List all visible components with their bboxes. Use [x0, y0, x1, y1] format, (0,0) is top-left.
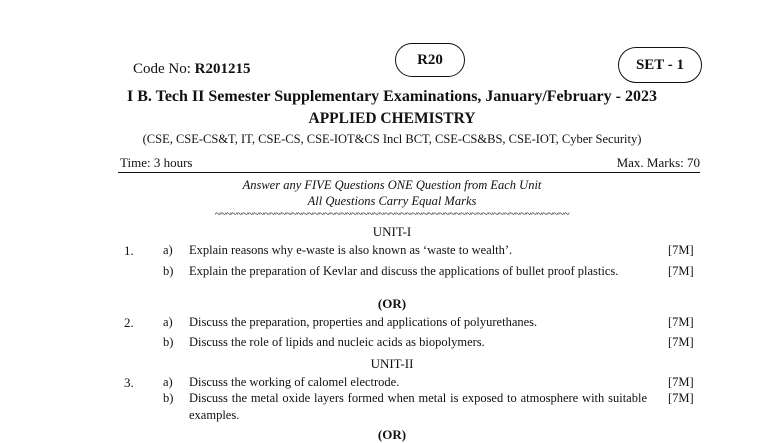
- question-text: Discuss the role of lipids and nucleic acids as biopolymers.: [189, 335, 485, 349]
- tilde-separator: ~~~~~~~~~~~~~~~~~~~~~~~~~~~~~~~~~~~~~~~~~~~~~~~~~~~~~~~~~~~~~~~~~: [214, 208, 570, 220]
- question-number: 2.: [124, 315, 134, 330]
- question-number: 3.: [124, 375, 134, 390]
- or-separator: (OR): [377, 296, 407, 311]
- marks-label: [7M]: [668, 315, 694, 329]
- subpart-label: a): [163, 315, 173, 329]
- subject-title: APPLIED CHEMISTRY: [308, 110, 476, 127]
- set-badge: SET - 1: [618, 47, 702, 83]
- question-number: 1.: [124, 243, 134, 258]
- question-text: Explain reasons why e-waste is also known as ‘waste to wealth’.: [189, 243, 513, 257]
- regulation-badge: R20: [395, 43, 465, 77]
- marks-label: [7M]: [668, 335, 694, 349]
- question-text: Discuss the working of calomel electrode.: [189, 375, 400, 389]
- instruction-line-1: Answer any FIVE Questions ONE Question from Each Unit: [242, 178, 542, 192]
- unit-heading-1: UNIT-I: [372, 224, 412, 239]
- subpart-label: a): [163, 375, 173, 389]
- marks-label: [7M]: [668, 264, 694, 278]
- subpart-label: b): [163, 335, 174, 349]
- header-divider: [118, 172, 700, 173]
- marks-label: [7M]: [668, 375, 694, 389]
- subpart-label: b): [163, 264, 174, 278]
- question-text: Discuss the metal oxide layers formed when metal is exposed to atmosphere with suitable examples.: [189, 391, 647, 422]
- instruction-line-2: All Questions Carry Equal Marks: [307, 194, 477, 208]
- max-marks: Max. Marks: 70: [616, 155, 700, 170]
- code-value: R201215: [194, 61, 251, 77]
- marks-label: [7M]: [668, 243, 694, 257]
- code-number: [133, 61, 251, 78]
- or-separator: (OR): [377, 427, 407, 442]
- question-text: Discuss the preparation, properties and applications of polyurethanes.: [189, 315, 538, 329]
- time-allowed: Time: 3 hours: [120, 155, 193, 170]
- code-label: Code No:: [133, 61, 191, 77]
- subpart-label: a): [163, 243, 173, 257]
- unit-heading-2: UNIT-II: [370, 356, 414, 371]
- exam-title: I B. Tech II Semester Supplementary Examinations, January/February - 2023: [127, 88, 657, 105]
- question-text: Explain the preparation of Kevlar and discuss the applications of bullet proof plastics.: [189, 264, 619, 278]
- subpart-label: b): [163, 391, 174, 405]
- marks-label: [7M]: [668, 391, 694, 405]
- branches-list: (CSE, CSE-CS&T, IT, CSE-CS, CSE-IOT&CS Incl BCT, CSE-CS&BS, CSE-IOT, Cyber Security): [142, 132, 642, 146]
